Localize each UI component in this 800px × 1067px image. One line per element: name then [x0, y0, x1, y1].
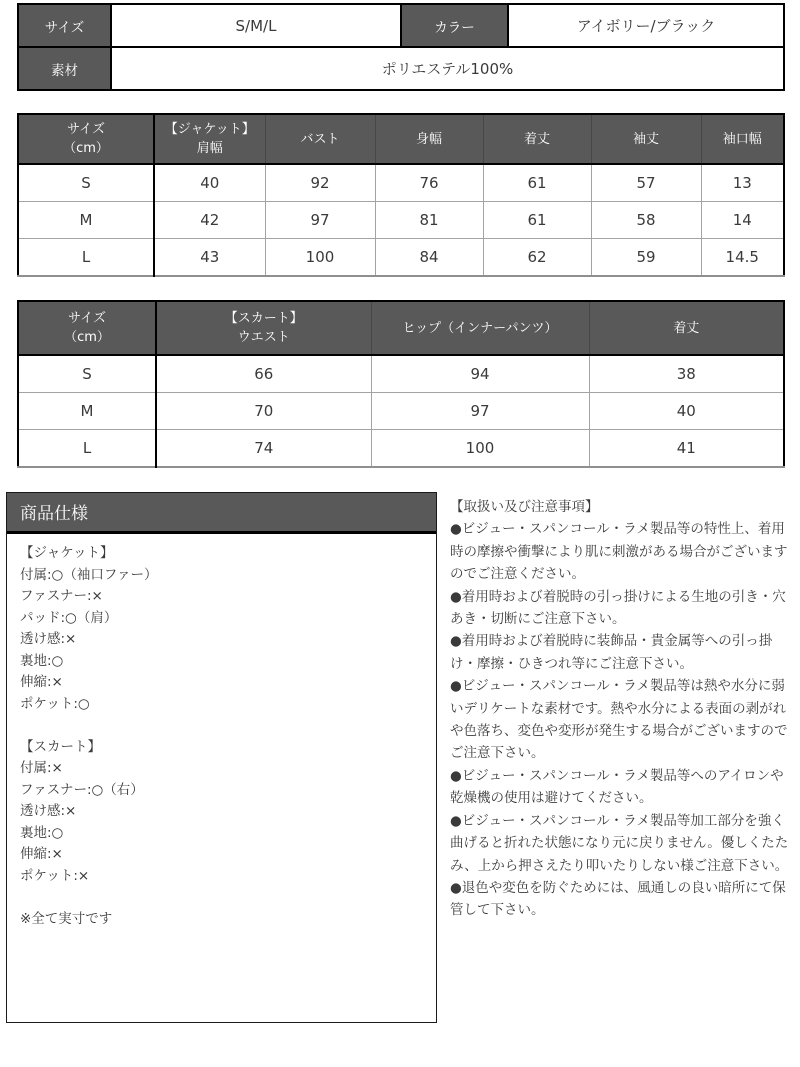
jacket-header-bust: バスト [265, 114, 375, 164]
skirt-row-s [18, 355, 784, 393]
size-label-cell: サイズ [18, 4, 111, 47]
jacket-header-width: 身幅 [375, 114, 483, 164]
jacket-l-size: L [18, 239, 154, 277]
jacket-m-sleeve: 58 [591, 202, 701, 239]
spec-jacket-heading: 【ジャケット】 [20, 545, 114, 561]
care-note-item: ●退色や変色を防ぐためには、風通しの良い暗所にて保管して下さい。 [450, 879, 786, 919]
skirt-header-size-line2: （cm） [64, 330, 110, 345]
skirt-row-m [18, 393, 784, 430]
skirt-s-waist: 66 [156, 355, 371, 393]
jacket-m-length: 61 [483, 202, 591, 239]
size-value-cell: S/M/L [111, 4, 401, 47]
spec-skirt-line: 付属:× [20, 760, 63, 776]
jacket-header-size-line2: （cm） [63, 141, 109, 156]
jacket-l-sleeve: 59 [591, 239, 701, 277]
care-note-item: ●ビジュー・スパンコール・ラメ製品等は熱や水分に弱いデリケートな素材です。熱や水分による表面の剥がれや色落ち、変色や変形が発生する場合がございますのでご注意下さい。 [450, 678, 788, 762]
summary-table [17, 3, 785, 91]
skirt-l-waist: 74 [156, 430, 371, 468]
jacket-s-shoulder: 40 [154, 164, 265, 202]
summary-row-1 [18, 4, 784, 47]
skirt-m-size: M [18, 393, 156, 430]
care-note-item: ●ビジュー・スパンコール・ラメ製品等加工部分を強く曲げると折れた状態になり元に戻りません。優しくたたみ、上から押さえたり叩いたりしない様ご注意下さい。 [450, 812, 789, 874]
skirt-header-group: 【スカート】 [224, 311, 303, 326]
care-note-item: ●着用時および着脱時の引っ掛けによる生地の引き・穴あき・切断にご注意下さい。 [450, 588, 786, 628]
spec-jacket-line: ポケット:○ [20, 695, 90, 712]
jacket-s-length: 61 [483, 164, 591, 202]
skirt-s-hip: 94 [371, 355, 589, 393]
skirt-l-hip: 100 [371, 430, 589, 468]
skirt-header-length: 着丈 [589, 301, 784, 355]
spec-jacket-line: 裏地:○ [20, 652, 64, 669]
spec-jacket-line: 付属:○（袖口ファー） [20, 566, 158, 583]
material-value-cell: ポリエステル100% [111, 47, 784, 90]
skirt-s-size: S [18, 355, 156, 393]
spec-skirt-line: 伸縮:× [20, 846, 63, 862]
color-label-cell: カラー [401, 4, 508, 47]
spec-skirt-heading: 【スカート】 [20, 738, 101, 755]
jacket-header-cuff: 袖口幅 [701, 114, 784, 164]
spec-box [6, 492, 437, 1023]
spec-jacket-line: 伸縮:× [20, 674, 63, 690]
jacket-m-bust: 97 [265, 202, 375, 239]
jacket-header-sleeve: 袖丈 [591, 114, 701, 164]
spec-skirt-line: 透け感:× [20, 803, 77, 819]
skirt-header-hip: ヒップ（インナーパンツ） [371, 301, 589, 355]
spec-box-content [7, 534, 436, 939]
spec-jacket-line: ファスナー:× [20, 588, 103, 604]
care-note-item: ●ビジュー・スパンコール・ラメ製品等へのアイロンや乾燥機の使用は避けてください。 [450, 767, 784, 807]
care-note-item: ●着用時および着脱時に装飾品・貴金属等への引っ掛け・摩擦・ひきつれ等にご注意下さい。 [450, 633, 773, 672]
jacket-s-size: S [18, 164, 154, 202]
skirt-s-length: 38 [589, 355, 784, 393]
jacket-l-bust: 100 [265, 239, 375, 277]
jacket-header-row [18, 114, 784, 164]
jacket-s-sleeve: 57 [591, 164, 701, 202]
jacket-row-l [18, 239, 784, 277]
jacket-m-cuff: 14 [701, 202, 784, 239]
summary-row-2 [18, 47, 784, 90]
skirt-m-waist: 70 [156, 393, 371, 430]
spec-skirt-line: 裏地:○ [20, 824, 64, 841]
care-notes [450, 496, 796, 922]
skirt-header-size [18, 301, 156, 355]
skirt-l-size: L [18, 430, 156, 468]
spec-note: ※全て実寸です [20, 910, 113, 927]
jacket-m-shoulder: 42 [154, 202, 265, 239]
skirt-m-length: 40 [589, 393, 784, 430]
jacket-row-m [18, 202, 784, 239]
jacket-m-size: M [18, 202, 154, 239]
jacket-l-width: 84 [375, 239, 483, 277]
jacket-header-shoulder-label: 肩幅 [196, 141, 223, 156]
skirt-header-waist [156, 301, 371, 355]
color-value-cell: アイボリー/ブラック [508, 4, 784, 47]
care-notes-heading: 【取扱い及び注意事項】 [450, 499, 599, 515]
jacket-l-length: 62 [483, 239, 591, 277]
jacket-size-table [17, 113, 785, 277]
jacket-s-width: 76 [375, 164, 483, 202]
spec-gap [20, 887, 423, 909]
jacket-header-size [18, 114, 154, 164]
care-note-item: ●ビジュー・スパンコール・ラメ製品等の特性上、着用時の摩擦や衝撃により肌に刺激がある場合がございますのでご注意ください。 [450, 521, 788, 583]
jacket-l-shoulder: 43 [154, 239, 265, 277]
spec-skirt-line: ポケット:× [20, 867, 90, 884]
skirt-m-hip: 97 [371, 393, 589, 430]
skirt-row-l [18, 430, 784, 468]
jacket-m-width: 81 [375, 202, 483, 239]
jacket-header-length: 着丈 [483, 114, 591, 164]
spec-box-title: 商品仕様 [7, 493, 436, 534]
skirt-size-table [17, 300, 785, 468]
jacket-s-cuff: 13 [701, 164, 784, 202]
spec-jacket-line: 透け感:× [20, 631, 77, 647]
jacket-header-size-line1: サイズ [67, 122, 105, 137]
jacket-l-cuff: 14.5 [701, 239, 784, 277]
spec-jacket-line: パッド:○（肩） [20, 609, 118, 626]
spec-gap [20, 715, 423, 737]
skirt-l-length: 41 [589, 430, 784, 468]
skirt-header-row [18, 301, 784, 355]
material-label-cell: 素材 [18, 47, 111, 90]
spec-skirt-line: ファスナー:○（右） [20, 781, 144, 798]
jacket-header-shoulder [154, 114, 265, 164]
skirt-header-waist-label: ウエスト [237, 330, 290, 345]
jacket-s-bust: 92 [265, 164, 375, 202]
jacket-header-group: 【ジャケット】 [164, 122, 255, 137]
jacket-row-s [18, 164, 784, 202]
skirt-header-size-line1: サイズ [68, 311, 106, 326]
